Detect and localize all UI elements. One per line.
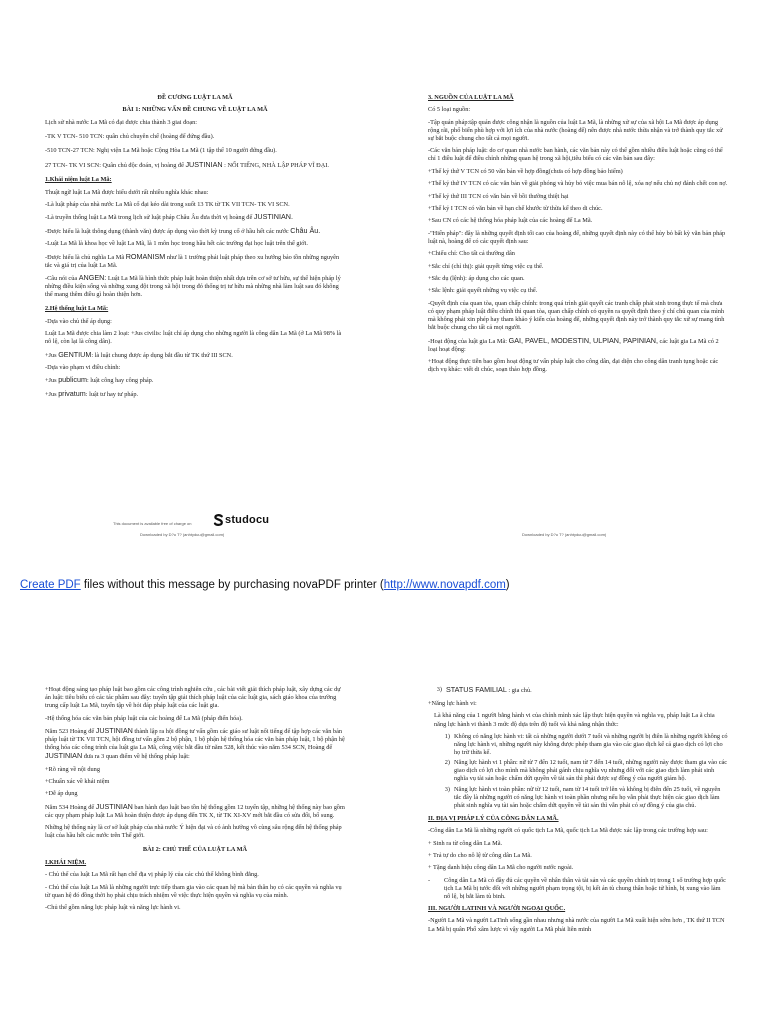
create-pdf-link[interactable]: Create PDF <box>20 579 81 591</box>
paragraph <box>45 253 345 270</box>
text-run: các luật gia La Mã có 2 loại hoạt động: <box>428 337 719 353</box>
paragraph: -Công dân La Mã là những người có quốc tịch La Mã, quốc tịch La Mã được xác lập trong các trường hợp sau: <box>428 827 708 835</box>
name-run: GENTIUM <box>58 349 92 359</box>
name-run: publicum <box>58 375 87 385</box>
section-heading: II. ĐỊA VỊ PHÁP LÝ CỦA CÔNG DÂN LA MÃ. <box>428 814 559 822</box>
section-heading: 3. NGUỒN CỦA LUẬT LA MÃ <box>428 94 514 101</box>
text-run: ban hành đạo luật bao tồn hệ thống gồm 12 tuyển tập, những hệ thống này bao gồm các quy phạm pháp luật La Mã hoàn thiện được áp dụng đến TK X, từ TK XI-XV mới bắt đầu có sửa đổi, bổ sung. <box>45 803 345 819</box>
paragraph <box>45 161 345 170</box>
text-run: : gia chủ. <box>506 687 532 694</box>
list-number: 3) <box>436 686 442 693</box>
list-text: Năng lực hành vi 1 phần: nữ từ 7 đến 12 tuổi, nam từ 7 đến 14 tuổi, những người này được tham gia vào các giao dịch có lợi cho mình mà không phải gánh chịu nghĩa vụ nhưng đối với các giao dịch làm phát sinh nghĩa vụ tài sản hoặc chấm dứt quyền về tài sản thì phải được sự đồng ý của người giám hộ. <box>454 759 728 783</box>
paragraph: +Dễ áp dụng <box>45 790 78 798</box>
paragraph: -Là luật pháp của nhà nước La Mã cổ đại kéo dài trong suốt 13 TK từ TK VII TCN- TK VI SCN. <box>45 200 290 208</box>
paragraph: -Luật La Mã là khoa học về luật La Mã, là 1 môn học trong hầu hết các trường đại học luật trên thế giới. <box>45 240 308 248</box>
list-item <box>428 733 728 757</box>
text-run: -Hoạt động của luật gia La Mã: <box>428 337 509 345</box>
paragraph: + Sinh ra từ công dân La Mã. <box>428 839 503 847</box>
text-run: Luật La Mã là hình thức pháp luật hoàn thiện nhất dựa trên cơ sở tư hữu, sự thể hiện pháp lý những điều kiện sống và những xung đột trong xã hội trong đó thống trị tư hữu mà những nhà làm luật sau đó không thể mang thêm điều gì hoàn thiện hơn. <box>45 274 341 299</box>
text-run: Năm 534 Hoàng đế <box>45 803 96 811</box>
list-item <box>428 786 728 810</box>
paragraph <box>45 727 345 761</box>
paragraph: Có 5 loại nguồn: <box>428 106 471 114</box>
name-run: ANGEN: <box>78 272 107 282</box>
paragraph: -"Hiến pháp": đây là những quyết định tối cao của hoàng đế, những quyết định này có thể hủy bỏ bất kỳ văn bản pháp luật nà, hoàng đế có các quyết định sau: <box>428 229 726 245</box>
paragraph: -Các văn bản pháp luật: do cơ quan nhà nước ban hành, các văn bản này có thể gồm nhiều điều luật hoặc cũng có thể chỉ 1 điều luật để điều chỉnh những quan hệ trong xã hội,tiêu biểu có các văn bản sau đây: <box>428 147 723 163</box>
paragraph: +Thế kỷ thứ V TCN có 50 văn bản về hợp đồng(chưa có hợp đồng bảo hiểm) <box>428 167 623 175</box>
paragraph <box>45 390 345 399</box>
paragraph: +Chuẩn xác về khái niệm <box>45 778 110 786</box>
studocu-logo-icon <box>213 514 224 526</box>
studocu-notice: This document is available free of charge on <box>113 521 192 526</box>
paragraph: -Tập quán pháp:tập quán được công nhận là nguồn của luật La Mã, là những xử sự của xã hội La Mã được áp dụng rộng rãi, phổ biến phù hợp với lợi ích của nhà nước (hoàng đế) nên được nhà nước thừa nhận và trở thành quy tắc xử sự bắt buộc chung cho tất cả mọi người. <box>428 118 723 142</box>
paragraph: +Hoạt động sáng tạo pháp luật bao gồm các công trình nghiên cứu , các bài viết giải thích pháp luật, xây dựng các dự án luật: tiêu biểu có các tác phẩm sau đây: tuyển tập giải thích pháp luật của các luật gia, sách giáo khoa của trường trung cấp luật La Mã, tuyển tập về hỏi đáp pháp luật của các luật gia. <box>45 686 341 710</box>
page2-right-column <box>428 686 728 938</box>
name-run: JUSTINIAN. <box>253 212 293 222</box>
paragraph <box>45 376 345 385</box>
document-title: ĐỀ CƯƠNG LUẬT LA MÃ <box>157 94 233 101</box>
paragraph: Là khả năng của 1 người bằng hành vi của chính mình xác lập thực hiện quyền và nghĩa vụ, pháp luật La ã chia năng lực hành vi thành 3 mức độ dựa trên độ tuổi và khả năng nhận thức: <box>434 712 715 728</box>
list-text <box>446 686 728 695</box>
paragraph: Thuật ngữ luật La Mã được hiểu dưới rất nhiều nghĩa khác nhau: <box>45 188 209 196</box>
paragraph: +Sắc dụ (lệnh): áp dụng cho các quan. <box>428 275 525 283</box>
paragraph: +Sắc chỉ (chỉ thị): giải quyết từng việc cụ thể. <box>428 262 544 270</box>
list-number: 2) <box>444 759 450 767</box>
text-run: -Câu nói của <box>45 274 79 282</box>
banner-text: files without this message by purchasing novaPDF printer ( <box>80 579 384 591</box>
paragraph: + Trả tự do cho nô lệ từ công dân La Mã. <box>428 851 532 859</box>
list-number: 1) <box>444 732 450 740</box>
paragraph: + Tặng danh hiệu công dân La Mã cho người nước ngoài. <box>428 864 574 872</box>
text-run: +Jus <box>45 351 59 359</box>
paragraph <box>45 803 345 820</box>
paragraph: +Sắc lệnh: giải quyết những vụ việc cụ thể. <box>428 287 538 295</box>
download-credit-left: Downloaded by D?u T? (anhtyduu@gmail.com) <box>140 532 225 537</box>
list-text: Công dân La Mã có đầy đủ các quyền về nhân thân và tài sản và các quyền chính trị trong 1 số trường hợp quốc tịch La Mã bị tước đối với những người phạm trọng tội, bị kết án tù chung thân hoặc tử hình, bị xung vào làm nô lệ, bị bắt làm tù binh. <box>444 876 726 900</box>
novapdf-banner <box>20 579 510 591</box>
text-run: +Jus <box>45 377 59 385</box>
paragraph <box>45 227 345 236</box>
text-run: +Jus <box>45 390 59 398</box>
page1-right-column <box>428 94 728 378</box>
name-run: JUSTINIAN <box>95 801 133 811</box>
list-text: Năng lực hành vi toàn phần: nữ từ 12 tuổi, nam từ 14 tuổi trở lên và không bị điên đến 25 tuổi, về nguyên tắc đây là những người có năng lực hành vi toàn phần nhưng nếu họ vẫn phải thực hiện các giao dịch làm phát sinh nghĩa vụ tài sản hoặc chấm dứt quyền về tài sản thì vẫn phải có sự đồng ý của gia chủ. <box>454 785 721 809</box>
name-run: JUSTINIAN <box>45 751 83 761</box>
paragraph: -Người La Mã và người LaTinh sống gần nhau nhưng nhà nước của người La Mã xuất hiện sớm hơn , TK thứ II TCN La Mã bị quân Phổ xâm lược vì vậy người La Mã phải liên minh <box>428 917 725 933</box>
name-run: STATUS FAMILIAL <box>446 685 507 694</box>
text-run: Năm 523 Hoàng đế <box>45 727 96 735</box>
section-heading: III. NGƯỜI LATINH VÀ NGƯỜI NGOẠI QUỐC. <box>428 905 566 913</box>
paragraph: -Chủ thể gồm năng lực pháp luật và năng lực hành vi. <box>45 904 181 912</box>
paragraph: -Dựa vào phạm vi điều chỉnh: <box>45 363 121 371</box>
paragraph: Lịch sử nhà nước La Mã có đại được chia thành 3 giai đoạn: <box>45 118 198 126</box>
paragraph: Những hệ thống này là cơ sở luật pháp của nhà nước Ý hiện đại và có ảnh hưởng vô cùng sâu rộng đến hệ thống pháp luật của hầu hết các nước trên Thế giới. <box>45 824 342 840</box>
paragraph: - Chủ thể của luật La Mã rất hạn chế địa vị pháp lý của các chủ thể không bình đẳng. <box>45 871 259 879</box>
paragraph: +Thế kỷ thứ III TCN có văn bản về bồi thường thiệt hại <box>428 192 569 200</box>
paragraph: Luật La Mã được chia làm 2 loại: +Jus civilis: luật chỉ áp dụng cho những người là công dân La Mã (ở La Mã 98% là nô lệ, còn lại là công dân). <box>45 330 342 346</box>
lesson-1-title: BÀI 1: NHỮNG VẤN ĐỀ CHUNG VỀ LUẬT LA MÃ <box>122 106 268 114</box>
name-run: Châu Âu. <box>290 225 321 235</box>
list-item <box>428 686 728 695</box>
paragraph: +Rõ ràng về nội dung <box>45 765 100 773</box>
lesson-2-title: BÀI 2: CHỦ THỂ CỦA LUẬT LA MÃ <box>142 846 248 854</box>
paragraph <box>428 337 728 354</box>
download-credit-right: Downloaded by D?u T? (anhtyduu@gmail.com) <box>522 532 607 537</box>
paragraph: +Hoạt động thực tiễn bao gồm hoạt động tư vấn pháp luật cho công dân, đại diện cho công dân tranh tụng hoặc các dịch vụ khác: viết di chúc, soạn thảo hợp đồng. <box>428 358 719 374</box>
name-run: JUSTINIAN <box>185 160 223 170</box>
text-run: -Được hiểu là chủ nghĩa La Mã <box>45 253 126 261</box>
paragraph <box>45 351 345 360</box>
text-run: : luật công hay công pháp. <box>86 377 154 385</box>
page1-left-column <box>45 94 345 403</box>
text-run: -Được hiểu là luật thông dụng (thành văn) được áp dụng vào thời kỳ trung cổ ở hầu hết các nước <box>45 227 291 235</box>
paragraph: +Năng lực hành vi: <box>428 700 477 708</box>
list-item <box>428 877 728 901</box>
name-run: ROMANISM <box>125 251 166 261</box>
text-run: thành lập ra hội đồng tư vấn gồm các giáo sư luật nổi tiếng để tập hợp các văn bản pháp luật từ TK VII TCN, hội đồng tư vấn gồm 2 bộ phận, 1 bộ phận hệ thống hóa các văn bản pháp luật, 1 bộ phận hệ thống hóa các công trình của luật gia La Mã, công việc bắt đầu từ năm 528, kết thúc vào năm 534 SCN, Hoàng đế <box>45 727 345 752</box>
studocu-logo[interactable] <box>213 514 269 526</box>
paragraph: +Thế kỷ thứ IV TCN có các văn bản về giải phóng và hủy bỏ việc mua bán nô lệ, xóa nợ nếu chủ nợ đánh chết con nợ. <box>428 180 728 188</box>
paragraph: +Sau CN có các hệ thống hóa pháp luật của các hoàng đế La Mã. <box>428 217 593 225</box>
text-run: -Là truyền thống luật La Mã trong lịch sử luật pháp Châu Âu đưa thời vị hoàng đế <box>45 214 254 222</box>
section-heading: 1.Khái niệm luật La Mã: <box>45 176 112 184</box>
paragraph <box>45 213 345 222</box>
paragraph: -TK V TCN- 510 TCN: quân chủ chuyên chế (hoàng đế đứng đầu). <box>45 132 215 140</box>
paragraph: +Thế kỷ I TCN có văn bản về hạn chế khước từ thừa kế theo di chúc. <box>428 205 603 213</box>
section-heading: I.KHÁI NIỆM. <box>45 858 87 866</box>
paragraph: -510 TCN-27 TCN: Nghị viện La Mã hoặc Cộng Hòa La Mã (1 tập thể 10 người đứng đầu). <box>45 146 277 154</box>
list-number: 3) <box>444 785 450 793</box>
text-run: 27 TCN- TK VI SCN: Quân chủ độc đoán, vị hoàng đế <box>45 162 186 170</box>
text-run: đưa ra 3 quan điểm về hệ thống pháp luật: <box>82 753 190 761</box>
text-run: : NỔI TIẾNG, NHÀ LẬP PHÁP VĨ ĐẠI. <box>222 162 329 170</box>
name-run: privatum <box>58 388 86 398</box>
page2-left-column <box>45 686 345 917</box>
paragraph: - Chủ thể của luật La Mã là những người trực tiếp tham gia vào các quan hệ mà bản thân họ có các quyền và nghĩa vụ từ quan hệ đó đồng thời họ phải chịu trách nhiệm về việc thực hiện quyền và nghĩa vụ của mình. <box>45 883 342 899</box>
text-run: như là 1 trường phái luật pháp theo xu hướng bảo tồn những nguyên tắc và giá trị của luật La Mã. <box>45 253 340 269</box>
name-run: JUSTINIAN <box>95 725 133 735</box>
list-item <box>428 759 728 783</box>
paragraph <box>45 274 345 299</box>
novapdf-url-link[interactable]: http://www.novapdf.com <box>383 579 506 591</box>
paragraph: -Quyết định của quan tòa, quan chấp chính: trong quá trình giải quyết các tranh chấp phát sinh trong thực tế mà chưa có quy phạm pháp luật điều chỉnh thì quan tòa, quan chấp chính có quyền ra quyết định theo ý chí chủ quan của mình mà không phải xin phép hay tham khảo ý kiến của hoàng đế, những quyết định này trở thành quy tắc xử sự mang tính bắt buộc chung cho tất cả mọi người. <box>428 299 725 332</box>
studocu-brand-text: studocu <box>225 514 270 526</box>
text-run: : là luật chung được áp dụng bắt đầu từ TK thứ III SCN. <box>91 351 233 359</box>
paragraph: +Chiếu chỉ: Cho tất cả thường dân <box>428 250 515 258</box>
banner-text-end: ) <box>505 579 510 591</box>
name-run: GAI, PAVEL, MODESTIN, ULPIAN, PAPINIAN, <box>508 335 658 345</box>
list-bullet: - <box>428 876 431 884</box>
paragraph: -Hệ thống hóa các văn bản pháp luật của các hoàng đế La Mã (pháp điển hóa). <box>45 714 243 722</box>
section-heading: 2.Hệ thống luật La Mã: <box>45 305 109 313</box>
list-text: Không có năng lực hành vi: tất cả những người dưới 7 tuổi và những người bị điên là những người không có năng lực hành vi, những người này không được phép tham gia vào các giao dịch kể cả giao dịch có lợi cho họ trừ thừa kế. <box>454 732 728 757</box>
text-run: : luật tư hay tư pháp. <box>85 390 139 398</box>
paragraph: -Dựa vào chủ thể áp dụng: <box>45 317 112 325</box>
